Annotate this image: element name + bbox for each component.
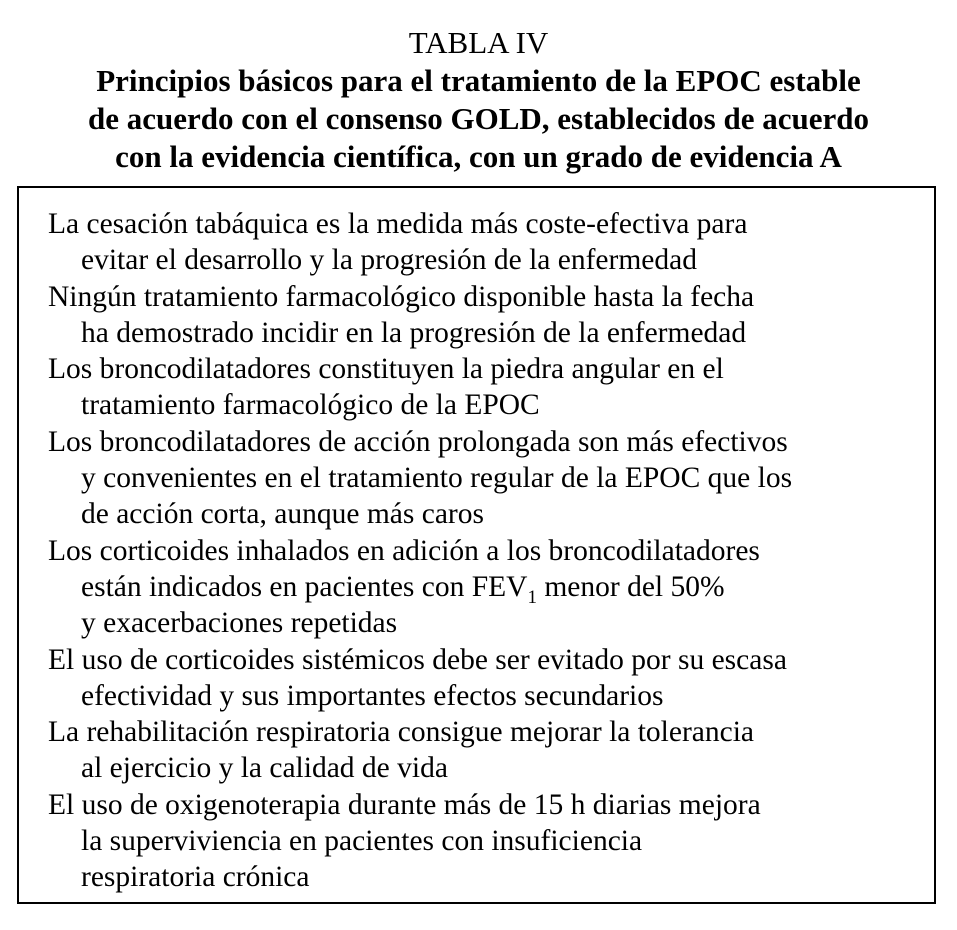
principle-item: [48, 787, 792, 896]
principle-line: Los broncodilatadores constituyen la piedra angular en el: [48, 353, 724, 386]
principle-line: y exacerbaciones repetidas: [81, 607, 398, 640]
principle-line: El uso de oxigenoterapia durante más de 15 h diarias mejora: [48, 788, 761, 821]
principle-line: tratamiento farmacológico de la EPOC: [81, 389, 540, 422]
principle-line: Los broncodilatadores de acción prolongada son más efectivos: [48, 425, 788, 458]
principle-line: La cesación tabáquica es la medida más coste-efectiva para: [48, 208, 748, 240]
principle-item: [48, 714, 792, 787]
table-title: [10, 62, 947, 176]
table-number: TABLA IV: [408, 25, 549, 60]
principle-item: [48, 279, 792, 352]
table-title-line: Principios básicos para el tratamiento de la EPOC estable: [96, 63, 861, 98]
principle-text-fev: están indicados en pacientes con FEV: [81, 570, 528, 603]
principle-line: ha demostrado incidir en la progresión de la enfermedad: [81, 316, 747, 349]
principle-item: [48, 533, 792, 642]
principle-line: respiratoria crónica: [81, 861, 310, 894]
principle-item: [48, 642, 792, 715]
principle-line: [48, 569, 792, 608]
principle-line: El uso de corticoides sistémicos debe ser evitado por su escasa: [48, 643, 787, 676]
fev-subscript: 1: [527, 586, 537, 608]
table-box: [17, 186, 936, 904]
principle-item: [48, 424, 792, 533]
principle-line: evitar el desarrollo y la progresión de la enfermedad: [81, 244, 697, 277]
principle-line: de acción corta, aunque más caros: [81, 498, 484, 531]
principle-item: [48, 206, 792, 279]
principle-line: La rehabilitación respiratoria consigue mejorar la tolerancia: [48, 716, 755, 749]
principle-line: al ejercicio y la calidad de vida: [81, 752, 448, 785]
principle-text-threshold: menor del 50%: [536, 570, 725, 603]
table-title-line: con la evidencia científica, con un grado de evidencia A: [115, 139, 842, 174]
principle-line: y convenientes en el tratamiento regular de la EPOC que los: [81, 462, 793, 495]
principle-line: Los corticoides inhalados en adición a los broncodilatadores: [48, 534, 760, 567]
principle-line: la superviviencia en pacientes con insuficiencia: [81, 825, 643, 858]
principle-line: Ningún tratamiento farmacológico disponible hasta la fecha: [48, 280, 755, 313]
principle-item: [48, 351, 792, 424]
principle-line: efectividad y sus importantes efectos secundarios: [81, 679, 664, 712]
principles-list: [48, 206, 792, 896]
table-title-line: de acuerdo con el consenso GOLD, establecidos de acuerdo: [88, 101, 869, 136]
